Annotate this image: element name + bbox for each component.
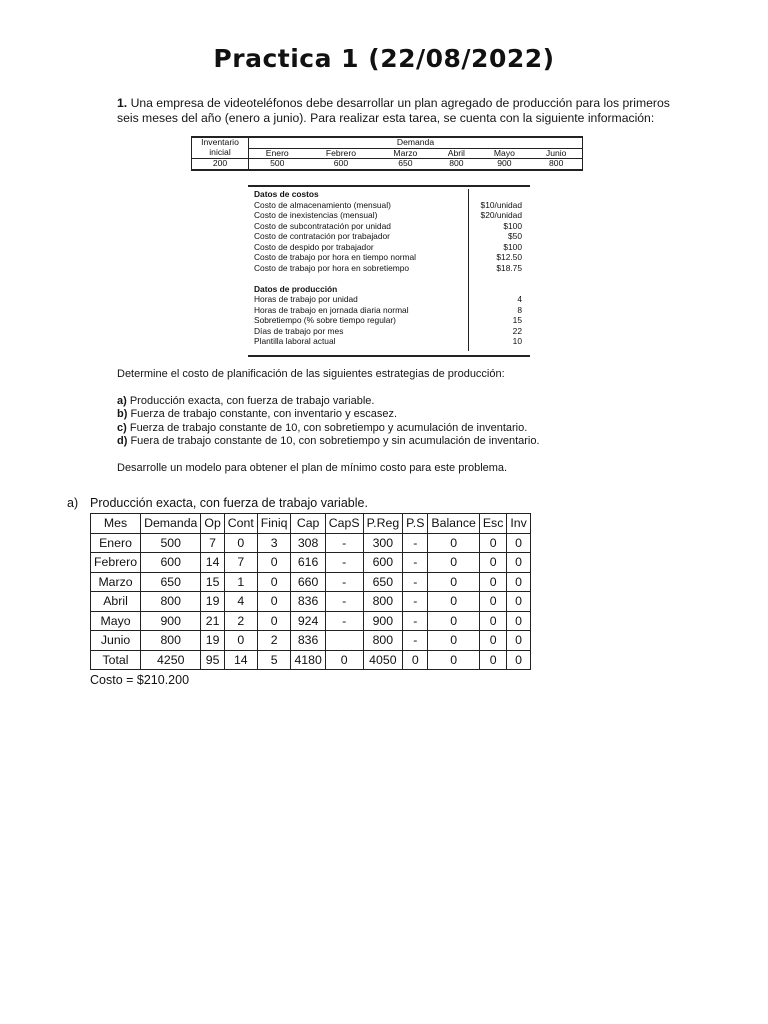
table-cell: 0 bbox=[479, 611, 507, 631]
column-header: P.Reg bbox=[363, 514, 403, 534]
problem-text: Una empresa de videoteléfonos debe desarrollar un plan agregado de producción para los primeros seis meses del año (enero a junio). Para realizar esta tarea, se cuenta con la siguiente información: bbox=[117, 96, 670, 125]
demand-table bbox=[191, 136, 583, 171]
cost-value: $18.75 bbox=[496, 262, 522, 273]
table-cell: 600 bbox=[363, 553, 403, 573]
table-cell: 0 bbox=[428, 631, 479, 651]
column-header: Cont bbox=[224, 514, 257, 534]
table-cell: 650 bbox=[141, 572, 201, 592]
table-cell: 0 bbox=[428, 533, 479, 553]
table-cell: 0 bbox=[507, 553, 530, 573]
table-cell: 4250 bbox=[141, 650, 201, 670]
table-cell: 19 bbox=[201, 592, 224, 612]
table-cell: 800 bbox=[141, 631, 201, 651]
task-item-d bbox=[117, 435, 637, 449]
demand-value: 650 bbox=[376, 159, 434, 170]
problem-statement bbox=[117, 96, 677, 125]
task-text: Fuerza de trabajo constante, con inventario y escasez. bbox=[130, 408, 398, 421]
table-cell: 900 bbox=[141, 611, 201, 631]
table-cell: 2 bbox=[224, 611, 257, 631]
inventory-subheader: inicial bbox=[192, 148, 249, 159]
table-cell: - bbox=[403, 592, 428, 612]
task-item-a bbox=[117, 395, 637, 409]
table-cell: 600 bbox=[141, 553, 201, 573]
answer-heading-text: Producción exacta, con fuerza de trabajo variable. bbox=[90, 496, 368, 510]
column-header: Finiq bbox=[257, 514, 291, 534]
table-cell: 0 bbox=[257, 592, 291, 612]
production-value: 10 bbox=[512, 336, 522, 346]
table-cell: 3 bbox=[257, 533, 291, 553]
cost-section-header: Datos de costos bbox=[254, 189, 319, 199]
table-row bbox=[91, 592, 531, 612]
table-cell: 660 bbox=[291, 572, 325, 592]
cost-label: Costo de contratación por trabajador bbox=[254, 231, 390, 241]
inventory-header: Inventario bbox=[192, 137, 249, 148]
production-label: Días de trabajo por mes bbox=[254, 325, 344, 336]
table-cell: 0 bbox=[224, 631, 257, 651]
table-cell: 21 bbox=[201, 611, 224, 631]
table-cell: Marzo bbox=[91, 572, 141, 592]
cost-label: Costo de subcontratación por unidad bbox=[254, 220, 391, 231]
production-label: Sobretiempo (% sobre tiempo regular) bbox=[254, 315, 396, 325]
column-header: Demanda bbox=[141, 514, 201, 534]
table-cell: - bbox=[325, 592, 363, 612]
table-cell: 0 bbox=[507, 592, 530, 612]
table-cell: 0 bbox=[479, 553, 507, 573]
table-cell: 0 bbox=[507, 631, 530, 651]
table-cell: 0 bbox=[403, 650, 428, 670]
task-letter: b) bbox=[117, 408, 128, 421]
table-cell: 0 bbox=[224, 533, 257, 553]
task-letter: c) bbox=[117, 421, 127, 434]
table-cell: 0 bbox=[428, 650, 479, 670]
task-text: Fuerza de trabajo constante de 10, con sobretiempo y acumulación de inventario. bbox=[129, 421, 528, 434]
table-cell: - bbox=[325, 572, 363, 592]
task-closing: Desarrolle un modelo para obtener el plan de mínimo costo para este problema. bbox=[117, 461, 508, 474]
table-cell: 650 bbox=[363, 572, 403, 592]
cost-label: Costo de despido por trabajador bbox=[254, 241, 374, 252]
month-header: Marzo bbox=[376, 148, 434, 159]
cost-value: $50 bbox=[508, 231, 522, 241]
cost-labels bbox=[254, 189, 466, 347]
table-cell: 0 bbox=[479, 533, 507, 553]
table-cell: - bbox=[403, 631, 428, 651]
demand-value: 800 bbox=[434, 159, 478, 170]
table-cell: 0 bbox=[428, 553, 479, 573]
production-value: 22 bbox=[512, 325, 522, 336]
task-item-c bbox=[117, 422, 637, 436]
production-label: Horas de trabajo en jornada diaria normal bbox=[254, 304, 409, 315]
cost-value: $100 bbox=[503, 220, 522, 231]
demand-value: 500 bbox=[249, 159, 306, 170]
page-title: Practica 1 (22/08/2022) bbox=[213, 44, 555, 73]
column-header: Esc bbox=[479, 514, 507, 534]
production-label: Horas de trabajo por unidad bbox=[254, 294, 358, 304]
table-cell: 0 bbox=[257, 572, 291, 592]
demand-value: 900 bbox=[478, 159, 530, 170]
cost-label: Costo de almacenamiento (mensual) bbox=[254, 199, 391, 210]
demand-value: 800 bbox=[530, 159, 582, 170]
table-row bbox=[91, 631, 531, 651]
table-cell: 300 bbox=[363, 533, 403, 553]
table-row bbox=[91, 533, 531, 553]
cost-values bbox=[468, 189, 528, 351]
month-header: Mayo bbox=[478, 148, 530, 159]
answer-table bbox=[90, 513, 531, 670]
answer-label: a) bbox=[67, 496, 79, 510]
column-header: Op bbox=[201, 514, 224, 534]
month-header: Enero bbox=[249, 148, 306, 159]
table-cell: 4 bbox=[224, 592, 257, 612]
column-header: Balance bbox=[428, 514, 479, 534]
table-cell: 4050 bbox=[363, 650, 403, 670]
table-cell: 0 bbox=[507, 611, 530, 631]
table-cell: - bbox=[325, 533, 363, 553]
inventory-value: 200 bbox=[192, 159, 249, 170]
table-cell: Junio bbox=[91, 631, 141, 651]
production-value: 4 bbox=[517, 294, 522, 304]
table-cell: 616 bbox=[291, 553, 325, 573]
table-cell: 924 bbox=[291, 611, 325, 631]
table-cell: Abril bbox=[91, 592, 141, 612]
production-value: 8 bbox=[517, 304, 522, 315]
table-cell: 0 bbox=[479, 572, 507, 592]
task-list bbox=[117, 368, 637, 476]
cost-label: Costo de trabajo por hora en tiempo normal bbox=[254, 252, 417, 262]
table-cell: 4180 bbox=[291, 650, 325, 670]
demand-header: Demanda bbox=[249, 137, 583, 148]
table-cell: - bbox=[403, 533, 428, 553]
table-cell: 900 bbox=[363, 611, 403, 631]
table-row bbox=[91, 650, 531, 670]
table-cell: Febrero bbox=[91, 553, 141, 573]
table-cell: Mayo bbox=[91, 611, 141, 631]
table-cell: 5 bbox=[257, 650, 291, 670]
task-text: Fuera de trabajo constante de 10, con sobretiempo y sin acumulación de inventario. bbox=[130, 435, 540, 448]
table-cell: 0 bbox=[325, 650, 363, 670]
table-cell: 0 bbox=[257, 611, 291, 631]
cost-value: $10/unidad bbox=[480, 199, 522, 210]
problem-number: 1. bbox=[117, 96, 128, 110]
task-letter: d) bbox=[117, 435, 128, 448]
month-header: Febrero bbox=[306, 148, 377, 159]
task-letter: a) bbox=[117, 394, 127, 407]
table-cell: 14 bbox=[201, 553, 224, 573]
table-cell: 0 bbox=[428, 611, 479, 631]
table-cell: - bbox=[325, 611, 363, 631]
table-cell: 14 bbox=[224, 650, 257, 670]
table-cell: - bbox=[403, 611, 428, 631]
table-cell: 800 bbox=[363, 631, 403, 651]
table-cell bbox=[325, 631, 363, 651]
table-cell: 0 bbox=[479, 631, 507, 651]
column-header: Mes bbox=[91, 514, 141, 534]
task-text: Producción exacta, con fuerza de trabajo variable. bbox=[129, 394, 375, 407]
table-cell: 2 bbox=[257, 631, 291, 651]
cost-value: $100 bbox=[503, 241, 522, 252]
table-cell: 0 bbox=[479, 592, 507, 612]
production-section-header: Datos de producción bbox=[254, 283, 338, 294]
answer-table-header bbox=[91, 514, 531, 534]
table-cell: 500 bbox=[141, 533, 201, 553]
table-cell: 308 bbox=[291, 533, 325, 553]
column-header: Cap bbox=[291, 514, 325, 534]
cost-label: Costo de trabajo por hora en sobretiempo bbox=[254, 262, 410, 273]
table-cell: - bbox=[403, 572, 428, 592]
cost-label: Costo de inexistencias (mensual) bbox=[254, 210, 378, 220]
table-cell: 0 bbox=[257, 553, 291, 573]
task-item-b bbox=[117, 408, 637, 422]
table-cell: 800 bbox=[141, 592, 201, 612]
column-header: CapS bbox=[325, 514, 363, 534]
cost-data-box bbox=[248, 185, 530, 357]
column-header: Inv bbox=[507, 514, 530, 534]
total-cost: Costo = $210.200 bbox=[90, 673, 190, 687]
table-row bbox=[91, 572, 531, 592]
table-cell: 7 bbox=[201, 533, 224, 553]
cost-value: $20/unidad bbox=[480, 210, 522, 220]
month-header: Junio bbox=[530, 148, 582, 159]
table-cell: 800 bbox=[363, 592, 403, 612]
column-header: P.S bbox=[403, 514, 428, 534]
month-header: Abril bbox=[434, 148, 478, 159]
production-label: Plantilla laboral actual bbox=[254, 336, 336, 346]
table-cell: - bbox=[325, 553, 363, 573]
table-row bbox=[91, 553, 531, 573]
table-cell: 7 bbox=[224, 553, 257, 573]
table-cell: 0 bbox=[507, 533, 530, 553]
cost-value: $12.50 bbox=[496, 252, 522, 262]
table-cell: 19 bbox=[201, 631, 224, 651]
production-value: 15 bbox=[512, 315, 522, 325]
table-cell: Total bbox=[91, 650, 141, 670]
table-cell: 0 bbox=[428, 592, 479, 612]
table-cell: 1 bbox=[224, 572, 257, 592]
table-cell: 95 bbox=[201, 650, 224, 670]
task-intro: Determine el costo de planificación de las siguientes estrategias de producción: bbox=[117, 368, 505, 380]
table-cell: Enero bbox=[91, 533, 141, 553]
table-cell: 836 bbox=[291, 592, 325, 612]
table-cell: 0 bbox=[428, 572, 479, 592]
answer-heading bbox=[67, 496, 368, 510]
table-cell: 15 bbox=[201, 572, 224, 592]
table-cell: 836 bbox=[291, 631, 325, 651]
table-cell: 0 bbox=[479, 650, 507, 670]
table-cell: 0 bbox=[507, 572, 530, 592]
demand-value: 600 bbox=[306, 159, 377, 170]
table-cell: 0 bbox=[507, 650, 530, 670]
table-row bbox=[91, 611, 531, 631]
table-cell: - bbox=[403, 553, 428, 573]
